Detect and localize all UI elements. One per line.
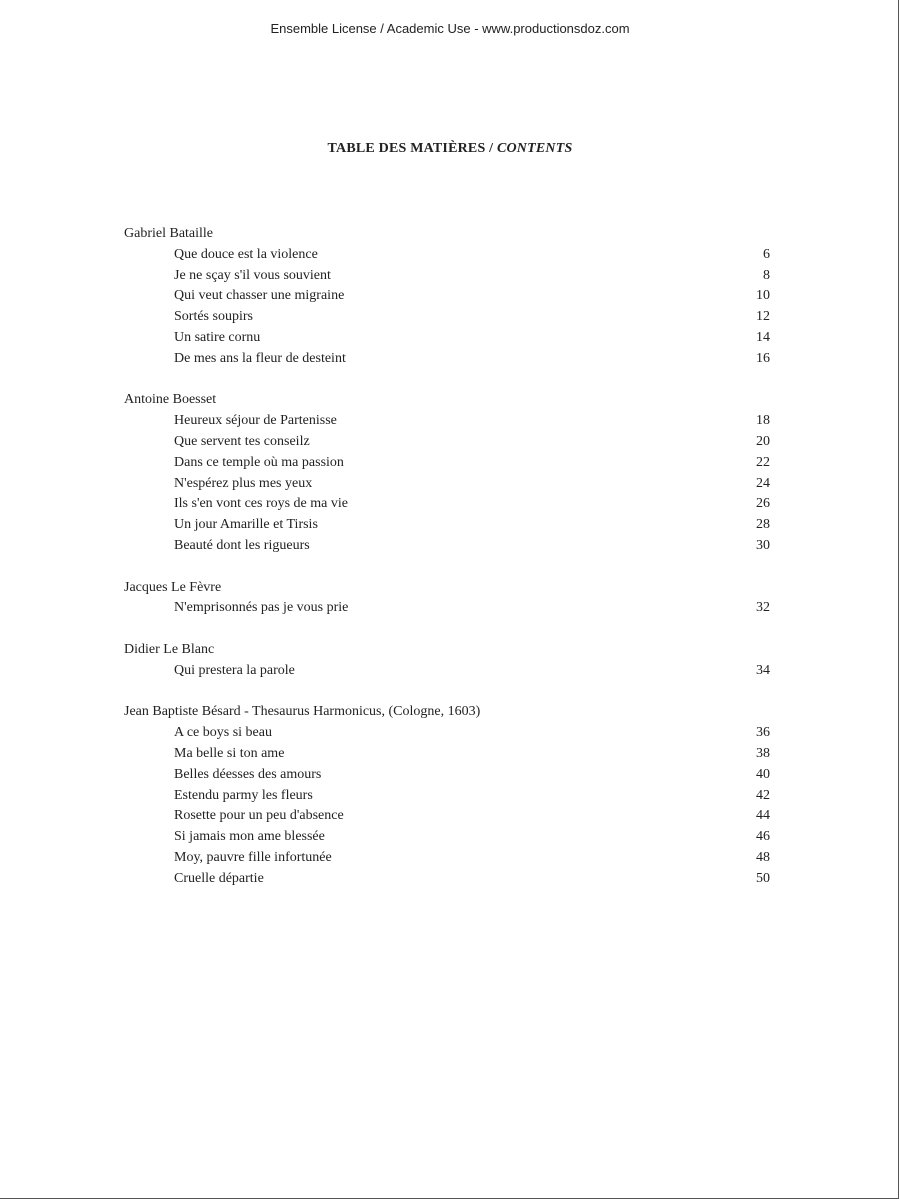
entry-title: N'espérez plus mes yeux xyxy=(174,475,313,491)
toc-entry xyxy=(124,266,770,287)
entry-page-number: 14 xyxy=(756,329,770,345)
entry-title: De mes ans la fleur de desteint xyxy=(174,350,346,366)
entry-title: Heureux séjour de Partenisse xyxy=(174,413,337,429)
entry-title: Un jour Amarille et Tirsis xyxy=(174,517,318,533)
toc-section xyxy=(124,224,770,370)
toc-entry xyxy=(124,286,770,307)
entry-title: Qui prestera la parole xyxy=(174,662,295,678)
entry-title: Je ne sçay s'il vous souvient xyxy=(174,267,331,283)
entry-page-number: 46 xyxy=(756,829,770,845)
toc-entry xyxy=(124,598,770,619)
entry-page-number: 10 xyxy=(756,288,770,304)
entry-title: Un satire cornu xyxy=(174,329,261,345)
entry-page-number: 30 xyxy=(756,537,770,553)
toc-entry xyxy=(124,848,770,869)
entry-page-number: 26 xyxy=(756,496,770,512)
entry-title: Qui veut chasser une migraine xyxy=(174,288,345,304)
entry-title: Rosette pour un peu d'absence xyxy=(174,808,344,824)
toc-entry xyxy=(124,307,770,328)
toc-entry xyxy=(124,786,770,807)
entry-page-number: 18 xyxy=(756,413,770,429)
entry-title: Belles déesses des amours xyxy=(174,766,322,782)
entry-title: Que servent tes conseilz xyxy=(174,433,310,449)
toc-entry xyxy=(124,806,770,827)
entry-title: Moy, pauvre fille infortunée xyxy=(174,849,332,865)
toc-section xyxy=(124,578,770,620)
table-of-contents xyxy=(124,224,770,910)
entry-page-number: 8 xyxy=(763,267,770,283)
toc-entry xyxy=(124,245,770,266)
entry-title: Si jamais mon ame blessée xyxy=(174,829,325,845)
toc-entry xyxy=(124,515,770,536)
entry-page-number: 44 xyxy=(756,808,770,824)
entry-page-number: 36 xyxy=(756,725,770,741)
toc-entry xyxy=(124,432,770,453)
title-main: TABLE DES MATIÈRES / xyxy=(327,141,497,156)
composer-name: Gabriel Bataille xyxy=(124,226,214,241)
entry-page-number: 48 xyxy=(756,849,770,865)
entry-title: Sortés soupirs xyxy=(174,309,253,325)
toc-section xyxy=(124,702,770,889)
toc-entry xyxy=(124,494,770,515)
toc-section xyxy=(124,640,770,682)
composer-name: Jacques Le Fèvre xyxy=(124,579,222,595)
entry-title: Cruelle départie xyxy=(174,870,264,886)
toc-entry xyxy=(124,869,770,890)
entry-page-number: 42 xyxy=(756,787,770,803)
toc-entry xyxy=(124,765,770,786)
toc-entry xyxy=(124,723,770,744)
entry-title: Ils s'en vont ces roys de ma vie xyxy=(174,496,348,512)
toc-entry xyxy=(124,827,770,848)
entry-page-number: 28 xyxy=(756,517,770,533)
toc-entry xyxy=(124,411,770,432)
toc-entry xyxy=(124,536,770,557)
entry-title: Ma belle si ton ame xyxy=(174,745,285,761)
title-italic: CONTENTS xyxy=(496,141,573,156)
entry-title: Dans ce temple où ma passion xyxy=(174,454,344,470)
entry-title: Que douce est la violence xyxy=(174,246,318,262)
toc-entry xyxy=(124,349,770,370)
entry-page-number: 40 xyxy=(756,766,770,782)
page-title xyxy=(0,141,900,157)
entry-title: Estendu parmy les fleurs xyxy=(174,787,313,803)
toc-entry xyxy=(124,453,770,474)
composer-name: Jean Baptiste Bésard - Thesaurus Harmonicus, (Cologne, 1603) xyxy=(124,704,481,720)
entry-page-number: 34 xyxy=(756,662,770,678)
entry-page-number: 20 xyxy=(756,433,770,449)
toc-section xyxy=(124,390,770,556)
toc-entry xyxy=(124,661,770,682)
entry-page-number: 50 xyxy=(756,870,770,886)
entry-page-number: 16 xyxy=(756,350,770,366)
entry-page-number: 24 xyxy=(756,475,770,491)
entry-page-number: 22 xyxy=(756,454,770,470)
entry-page-number: 6 xyxy=(763,246,770,262)
entry-title: A ce boys si beau xyxy=(174,725,272,741)
composer-name: Antoine Boesset xyxy=(124,392,217,408)
entry-page-number: 12 xyxy=(756,309,770,325)
entry-title: N'emprisonnés pas je vous prie xyxy=(174,600,349,616)
license-header: Ensemble License / Academic Use - www.productionsdoz.com xyxy=(270,21,630,36)
toc-entry xyxy=(124,474,770,495)
toc-entry xyxy=(124,328,770,349)
entry-page-number: 38 xyxy=(756,745,770,761)
toc-entry xyxy=(124,744,770,765)
entry-page-number: 32 xyxy=(756,600,770,616)
entry-title: Beauté dont les rigueurs xyxy=(174,537,310,553)
composer-name: Didier Le Blanc xyxy=(124,641,215,657)
